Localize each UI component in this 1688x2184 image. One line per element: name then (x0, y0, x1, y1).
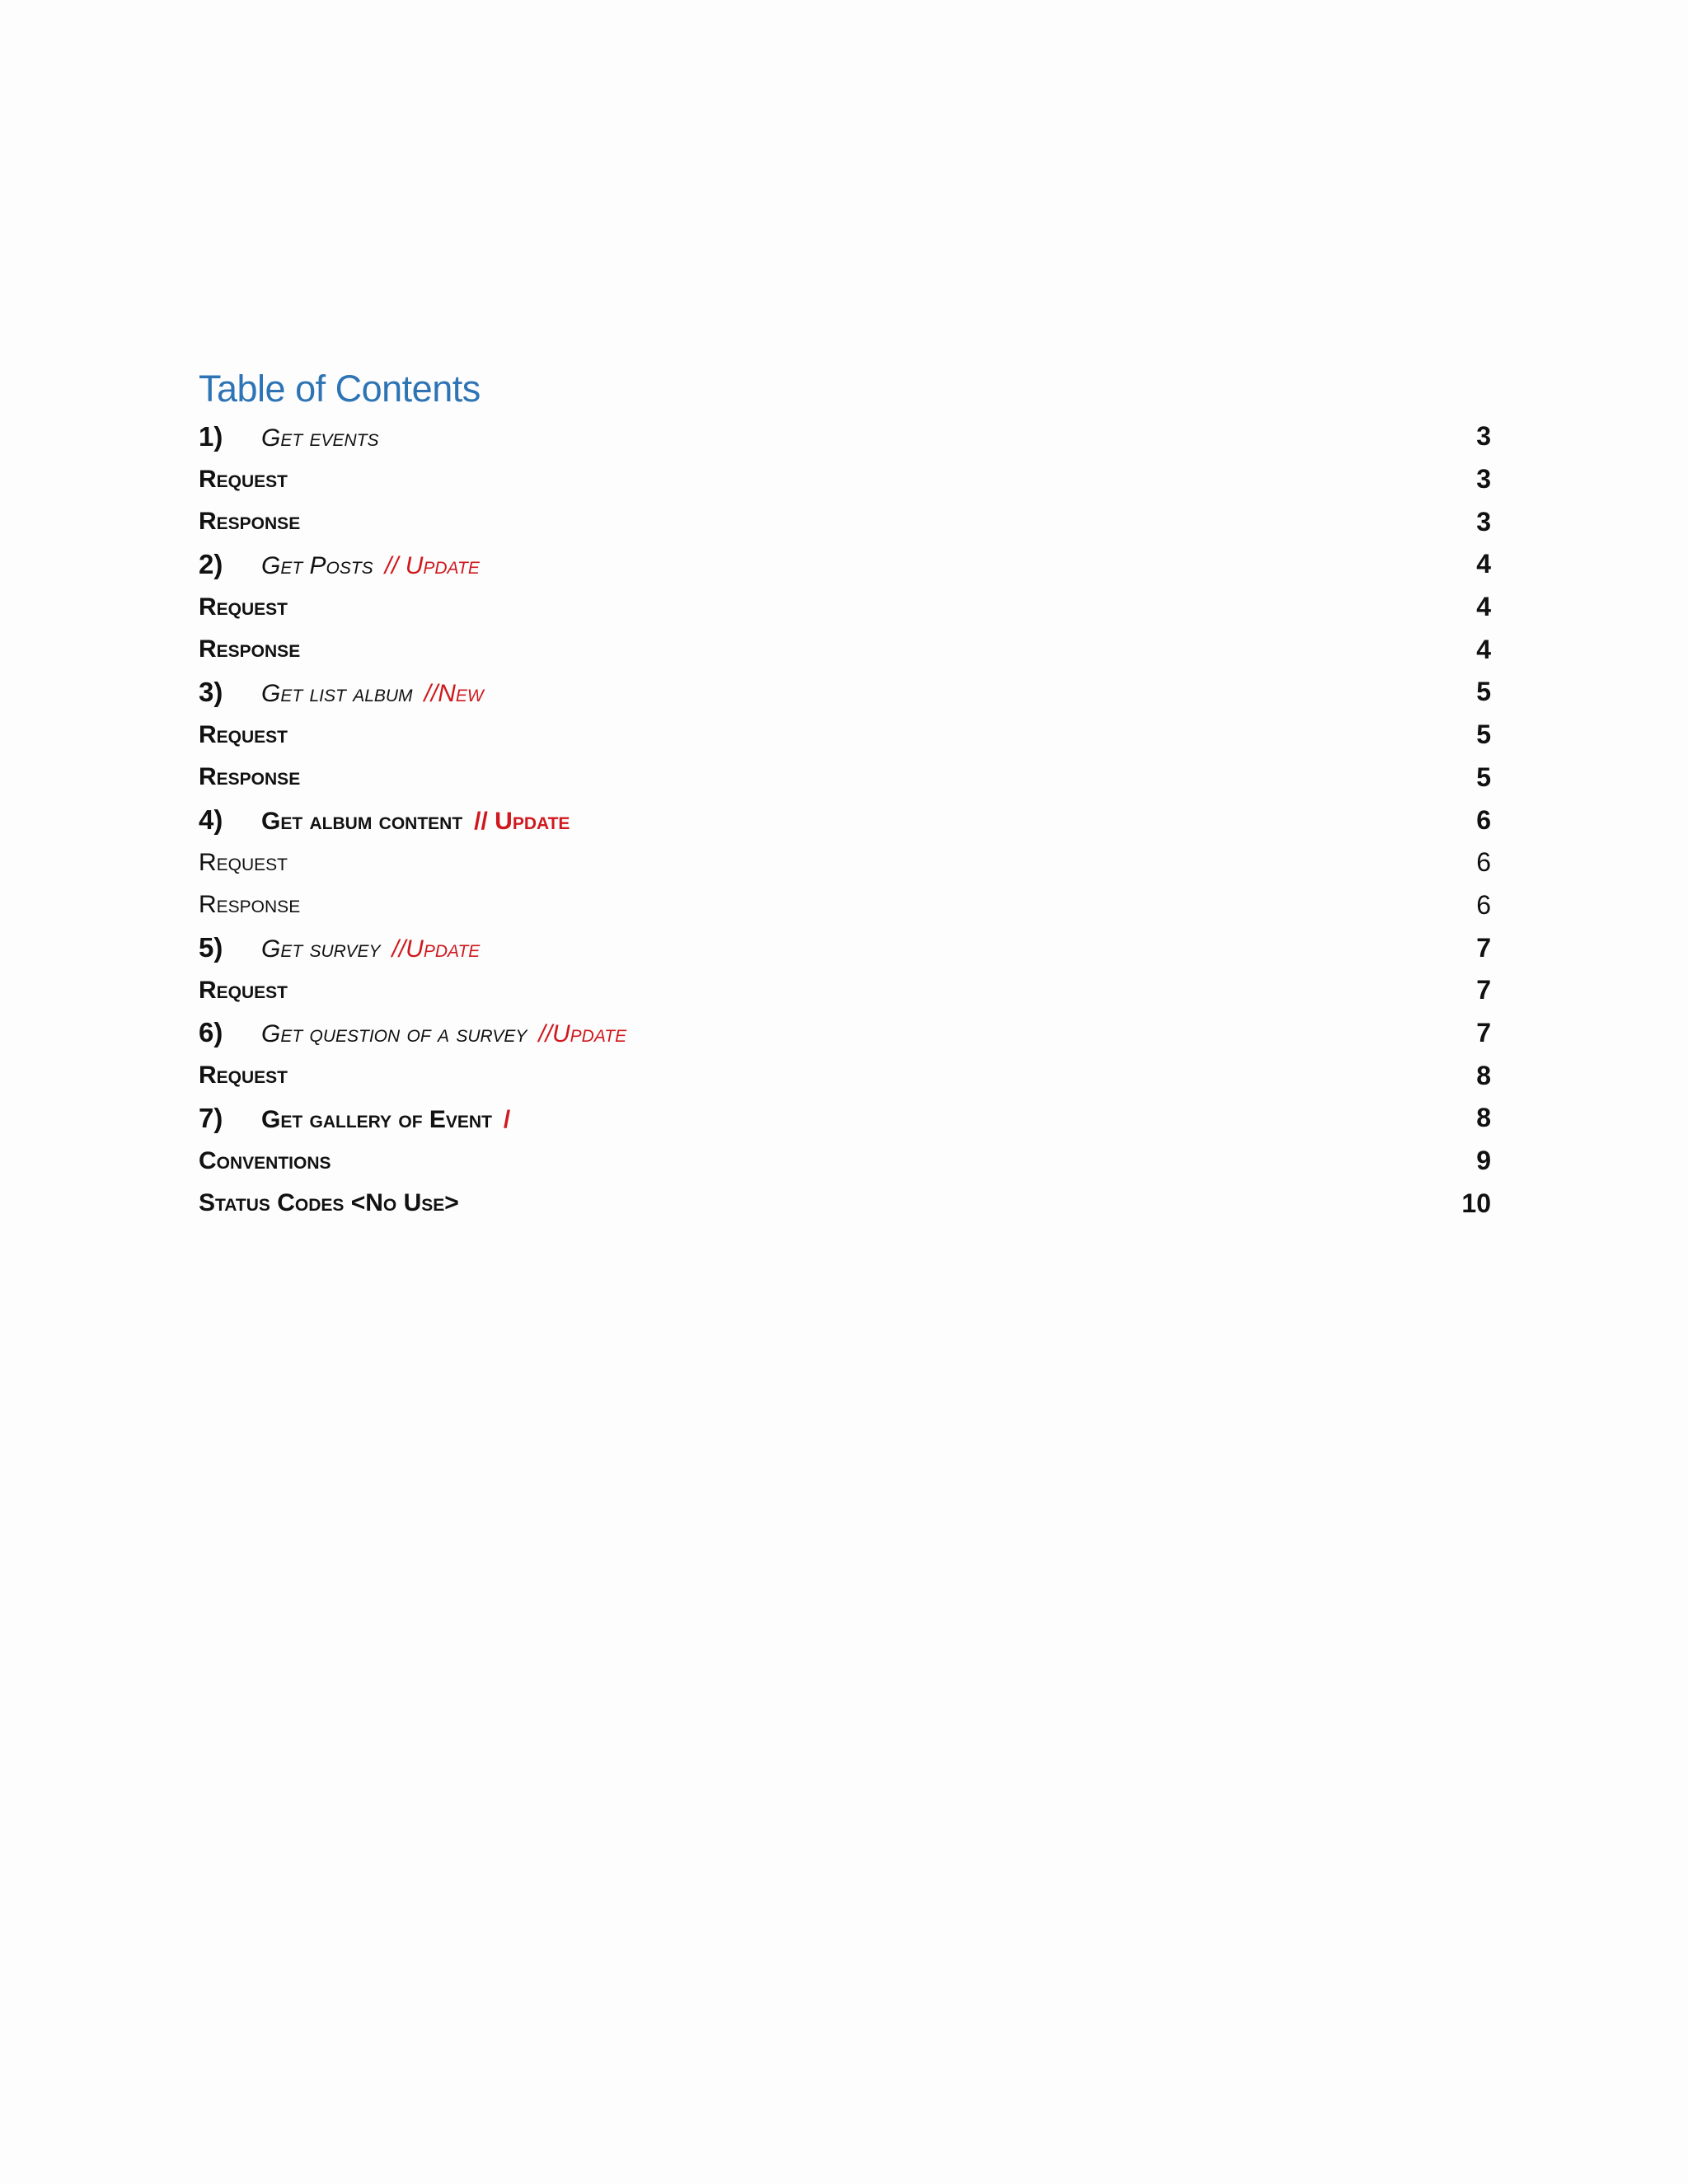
toc-entry[interactable] (199, 884, 1491, 927)
toc-entry-label: Response (199, 508, 301, 536)
toc-entry[interactable] (199, 1140, 1491, 1183)
toc-entry-page-number: 5 (1476, 719, 1491, 750)
toc-entry[interactable] (199, 714, 1491, 757)
toc-entry[interactable] (199, 799, 1491, 841)
toc-entry-page-number: 9 (1476, 1146, 1491, 1176)
toc-entry-revision-note: //New (424, 679, 484, 707)
toc-entry[interactable] (199, 458, 1491, 501)
toc-entry-page-number: 10 (1461, 1188, 1491, 1218)
toc-entry-heading (199, 635, 300, 663)
toc-entry-heading (199, 466, 288, 494)
toc-entry-heading (199, 763, 300, 791)
toc-entry-page-number: 6 (1476, 889, 1491, 920)
toc-entry-heading (199, 421, 379, 452)
toc-entry-page-number: 4 (1476, 592, 1491, 622)
toc-entry-page-number: 4 (1476, 549, 1491, 579)
toc-entry-page-number: 5 (1476, 762, 1491, 792)
toc-entry-heading (199, 1189, 459, 1217)
toc-entry-heading (199, 891, 300, 919)
toc-entry-page-number: 6 (1476, 847, 1491, 878)
toc-entry-page-number: 8 (1476, 1060, 1491, 1090)
table-of-contents (199, 363, 1491, 1225)
toc-entry-page-number: 3 (1476, 506, 1491, 537)
toc-entry-page-number: 7 (1476, 975, 1491, 1005)
toc-entry[interactable] (199, 671, 1491, 714)
toc-entry-label: Conventions (199, 1146, 331, 1174)
toc-entry-label: Request (199, 720, 288, 748)
toc-entry-heading (199, 804, 570, 836)
toc-entry-page-number: 7 (1476, 1017, 1491, 1047)
toc-entry-page-number: 5 (1476, 677, 1491, 707)
toc-entry-number: 6) (199, 1017, 223, 1048)
toc-entry[interactable] (199, 1054, 1491, 1097)
toc-entry-label: Get Posts (261, 551, 373, 579)
toc-entry-page-number: 4 (1476, 634, 1491, 664)
toc-entry-page-number: 8 (1476, 1103, 1491, 1133)
toc-entry-label: Get survey (261, 935, 381, 963)
toc-entry-revision-note: / (503, 1105, 511, 1133)
toc-entry-label: Status Codes <No Use> (199, 1189, 459, 1217)
toc-entry-label: Get gallery of Event (261, 1105, 492, 1133)
toc-entry-label: Get album content (261, 808, 463, 836)
toc-entry[interactable] (199, 841, 1491, 884)
toc-entry-revision-note: // Update (384, 551, 480, 579)
toc-entry-label: Get question of a survey (261, 1020, 528, 1048)
toc-entry[interactable] (199, 586, 1491, 629)
toc-entry-heading (199, 677, 484, 708)
toc-entry-page-number: 3 (1476, 464, 1491, 494)
toc-entry-label: Get list album (261, 679, 413, 707)
toc-entry[interactable] (199, 500, 1491, 543)
toc-entry-heading (199, 932, 480, 963)
toc-entry-heading (199, 849, 288, 877)
toc-entry[interactable] (199, 628, 1491, 671)
toc-entry-revision-note: //Update (538, 1020, 627, 1048)
toc-entry[interactable] (199, 969, 1491, 1012)
toc-entry-number: 5) (199, 932, 223, 963)
toc-entry-label: Request (199, 465, 288, 493)
toc-entry-heading (199, 721, 288, 749)
toc-entry-label: Request (199, 593, 288, 621)
toc-entry-revision-note: // Update (474, 808, 570, 836)
toc-entry-number: 7) (199, 1102, 223, 1133)
toc-entry-number: 2) (199, 548, 223, 579)
toc-entry-heading (199, 1062, 288, 1090)
toc-entry-heading (199, 508, 300, 536)
toc-entry-label: Response (199, 635, 301, 663)
toc-entry[interactable] (199, 757, 1491, 799)
toc-entry-heading (199, 549, 480, 580)
toc-entry[interactable] (199, 926, 1491, 969)
toc-entry-heading (199, 593, 288, 621)
toc-entry-number: 3) (199, 676, 223, 707)
toc-entry-heading (199, 1103, 510, 1134)
toc-entry-label: Response (199, 763, 301, 791)
toc-entry[interactable] (199, 1097, 1491, 1140)
toc-entry[interactable] (199, 543, 1491, 586)
toc-entry[interactable] (199, 1012, 1491, 1055)
toc-entry-list (199, 415, 1491, 1225)
toc-entry-label: Get events (261, 424, 379, 452)
toc-title: Table of Contents (199, 368, 481, 410)
toc-entry[interactable] (199, 415, 1491, 458)
toc-entry-number: 4) (199, 804, 223, 836)
toc-entry-heading (199, 977, 288, 1005)
toc-entry-heading (199, 1147, 331, 1175)
toc-entry-label: Request (199, 1062, 288, 1090)
toc-entry-label: Request (199, 976, 288, 1004)
toc-entry-label: Request (199, 848, 288, 876)
toc-entry-revision-note: //Update (392, 935, 481, 963)
toc-entry[interactable] (199, 1182, 1491, 1225)
toc-entry-page-number: 6 (1476, 804, 1491, 835)
toc-entry-label: Response (199, 891, 301, 919)
toc-entry-page-number: 7 (1476, 932, 1491, 963)
toc-entry-page-number: 3 (1476, 421, 1491, 452)
toc-entry-number: 1) (199, 420, 223, 452)
toc-entry-heading (199, 1017, 626, 1048)
